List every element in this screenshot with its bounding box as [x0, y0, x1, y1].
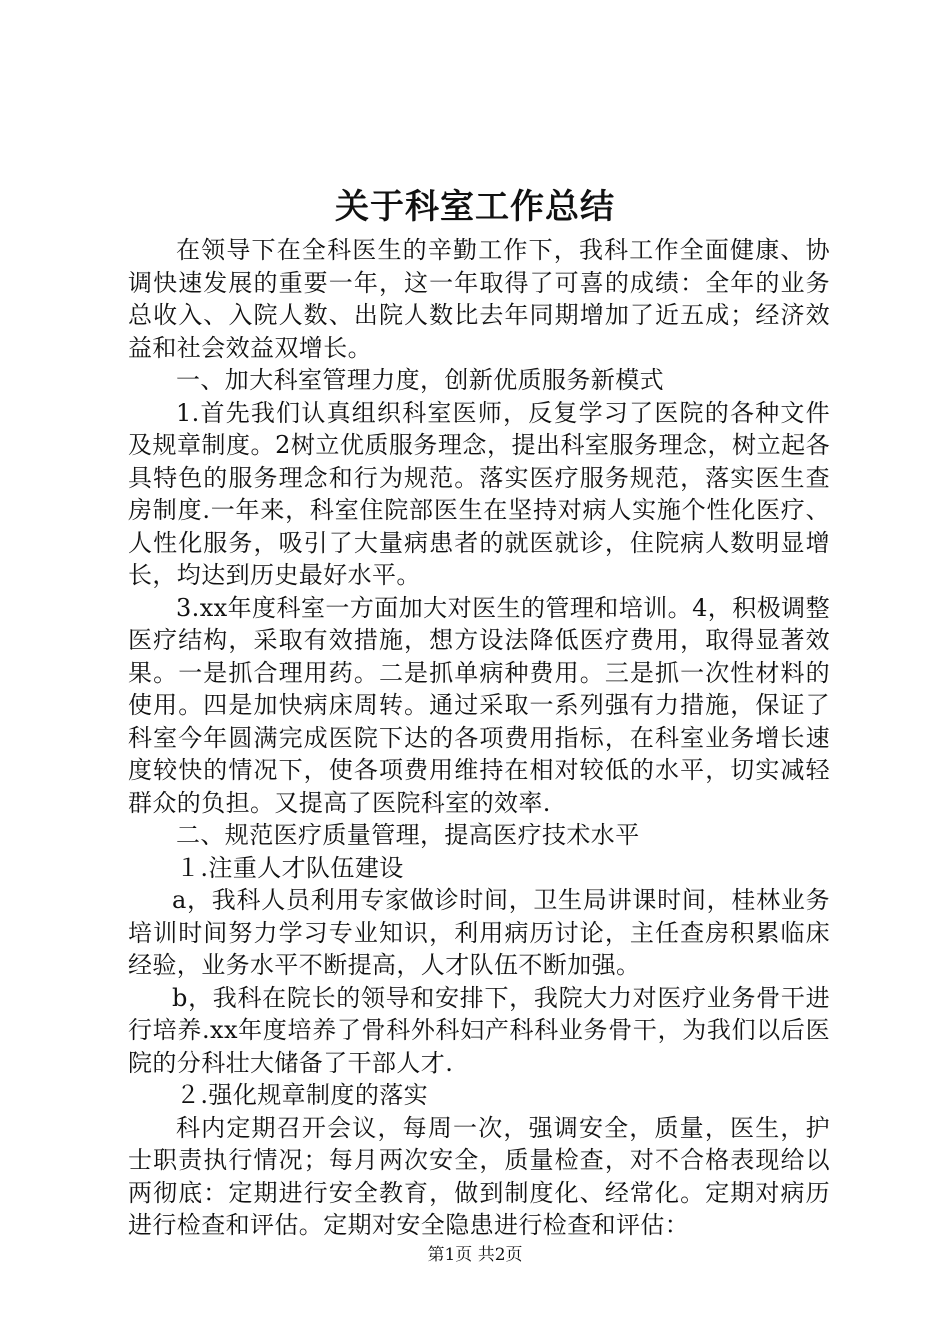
sub-heading: １.注重人才队伍建设	[176, 853, 404, 882]
page-title: 关于科室工作总结	[335, 187, 615, 227]
body-paragraph: 1.首先我们认真组织科室医师，反复学习了医院的各种文件及规章制度。2树立优质服务理念，提出科室服务理念，树立起各具特色的服务理念和行为规范。落实医疗服务规范，落实医生查房制度.一年来，科室住院部医生在坚持对病人实施个性化医疗、人性化服务，吸引了大量病患者的就医就诊，住院病人数明显增长，均达到历史最好水平。	[128, 398, 830, 589]
body-paragraph: b，我科在院长的领导和安排下，我院大力对医疗业务骨干进行培养.xx年度培养了骨科外科妇产科科业务骨干，为我们以后医院的分科壮大储备了干部人才.	[128, 983, 830, 1077]
sub-heading: ２.强化规章制度的落实	[176, 1081, 429, 1109]
section-heading-2: 二、规范医疗质量管理，提高医疗技术水平	[176, 821, 640, 849]
body-paragraph: 科内定期召开会议，每周一次，强调安全，质量，医生，护士职责执行情况；每月两次安全，质量检查，对不合格表现给以两彻底：定期进行安全教育，做到制度化、经常化。定期对病历进行检查和评估。定期对安全隐患进行检查和评估：	[128, 1113, 830, 1239]
intro-paragraph: 在领导下在全科医生的辛勤工作下，我科工作全面健康、协调快速发展的重要一年，这一年取得了可喜的成绩：全年的业务总收入、入院人数、出院人数比去年同期增加了近五成；经济效益和社会效益双增长。	[128, 236, 830, 362]
document-body	[128, 234, 830, 1242]
section-heading-1: 一、加大科室管理力度，创新优质服务新模式	[176, 366, 664, 394]
body-paragraph: 3.xx年度科室一方面加大对医生的管理和培训。4，积极调整医疗结构，采取有效措施，想方设法降低医疗费用，取得显著效果。一是抓合理用药。二是抓单病种费用。三是抓一次性材料的使用。四是加快病床周转。通过采取一系列强有力措施，保证了科室今年圆满完成医院下达的各项费用指标，在科室业务增长速度较快的情况下，使各项费用维持在相对较低的水平，切实减轻群众的负担。又提高了医院科室的效率.	[128, 593, 830, 817]
body-paragraph: a，我科人员利用专家做诊时间，卫生局讲课时间，桂林业务培训时间努力学习专业知识，利用病历讨论，主任查房积累临床经验，业务水平不断提高，人才队伍不断加强。	[128, 886, 830, 979]
page-footer: 第1页 共2页	[427, 1245, 523, 1265]
